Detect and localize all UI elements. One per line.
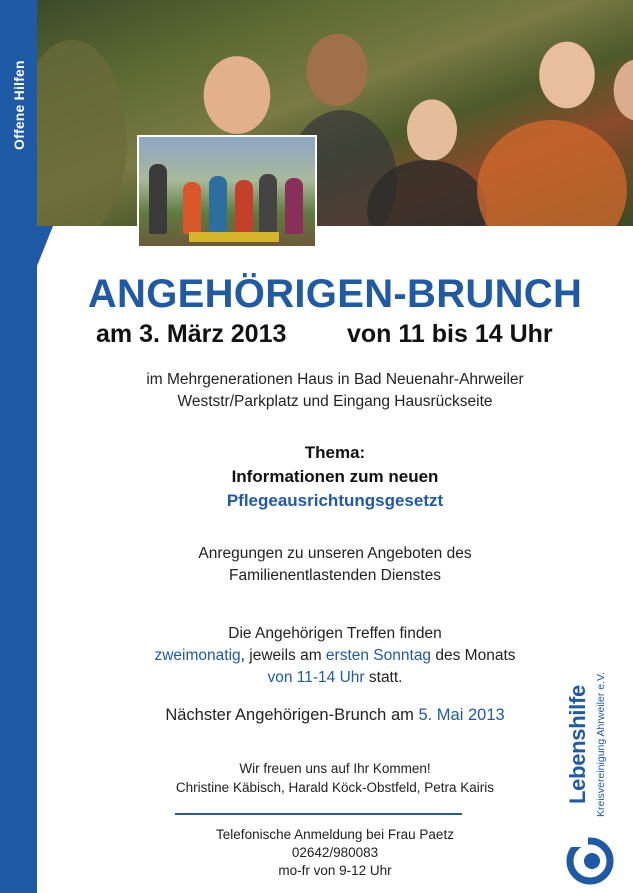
divider-rule	[175, 813, 462, 815]
contact-hours: mo-fr von 9-12 Uhr	[278, 863, 392, 878]
page-title: ANGEHÖRIGEN-BRUNCH	[87, 272, 583, 316]
contact-block	[37, 826, 633, 880]
meetings-day: ersten Sonntag	[325, 647, 432, 664]
contact-line: Telefonische Anmeldung bei Frau Paetz	[216, 827, 454, 842]
location-line-2: Weststr/Parkplatz und Eingang Hausrückseite	[177, 393, 493, 410]
theme-label: Thema:	[304, 443, 366, 462]
event-time: von 11 bis 14 Uhr	[347, 320, 553, 348]
suggestions-line-1: Anregungen zu unseren Angeboten des	[198, 545, 472, 562]
meetings-line-3	[37, 667, 633, 689]
organizer-names: Christine Käbisch, Harald Köck-Obstfeld, Petra Kairis	[175, 780, 495, 795]
banner-corner-accent	[37, 226, 53, 266]
location-block	[37, 369, 633, 413]
meetings-time: von 11-14 Uhr	[267, 669, 365, 686]
location-line-1: im Mehrgenerationen Haus in Bad Neuenahr-Ahrweiler	[146, 371, 524, 388]
meetings-mid-1: , jeweils am	[240, 647, 326, 664]
brand-subtitle: Kreisvereinigung Ahrweiler e.V.	[595, 672, 607, 818]
lebenshilfe-logo-icon	[566, 833, 614, 885]
suggestions-block	[37, 543, 633, 587]
greeting-line: Wir freuen uns auf Ihr Kommen!	[239, 761, 431, 776]
meetings-frequency: zweimonatig	[154, 647, 241, 664]
theme-line-1: Informationen zum neuen	[231, 467, 439, 486]
meetings-mid-2: des Monats	[431, 647, 516, 664]
meetings-line-2	[37, 645, 633, 667]
group-photo-banner	[37, 0, 633, 226]
sidebar-band	[0, 0, 37, 893]
theme-topic: Pflegeausrichtungsgesetzt	[226, 491, 444, 510]
inset-group-photo	[137, 135, 317, 248]
meetings-line-1: Die Angehörigen Treffen finden	[228, 625, 442, 642]
next-brunch-date: 5. Mai 2013	[418, 706, 505, 724]
greeting-block	[37, 759, 633, 797]
next-brunch-line	[37, 706, 633, 725]
brand-name: Lebenshilfe	[565, 685, 590, 805]
suggestions-line-2: Familienentlastenden Dienstes	[229, 567, 441, 584]
event-date: am 3. März 2013	[96, 320, 287, 348]
meetings-block	[37, 623, 633, 689]
meetings-end: statt.	[364, 669, 403, 686]
sidebar-label: Offene Hilfen	[11, 60, 27, 150]
theme-block	[37, 441, 633, 513]
contact-phone: 02642/980083	[291, 845, 379, 860]
next-brunch-label: Nächster Angehörigen-Brunch am	[165, 706, 419, 724]
